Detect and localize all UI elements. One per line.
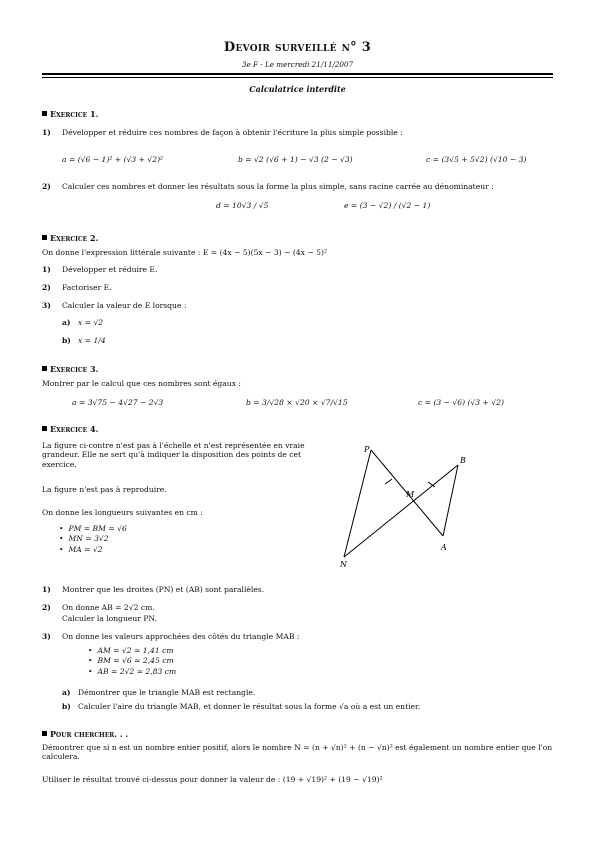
ex1-expression-e: e = (3 − √2) / (√2 − 1): [344, 201, 431, 210]
ex4-q1-number: 1): [42, 585, 51, 594]
ex1-expression-c: c = (3√5 + 5√2) (√10 − 3): [426, 155, 527, 164]
ex4-qb-number: b): [62, 702, 71, 711]
list-item: • AM = √2 ≃ 1,41 cm: [97, 646, 176, 655]
page-title: Devoir surveillé n° 3: [223, 40, 372, 55]
page-subtitle: 3e F - Le mercredi 21/11/2007: [241, 60, 354, 69]
list-item: • AB = 2√2 ≃ 2,83 cm: [97, 667, 176, 676]
label-a: A: [441, 543, 447, 552]
ex1-q2-text: Calculer ces nombres et donner les résultats sous la forme la plus simple, sans racine carrée au dénominateur :: [62, 182, 494, 191]
label-m: M: [406, 490, 415, 499]
square-bullet-icon: [42, 426, 47, 431]
ex2-q3-text: Calculer la valeur de E lorsque :: [62, 301, 187, 310]
ex1-q2-number: 2): [42, 182, 51, 191]
ex4-q3-text: On donne les valeurs approchées des côtés du triangle MAB :: [62, 632, 300, 641]
bonus-paragraph-2: Utiliser le résultat trouvé ci-dessus pour donner la valeur de : (19 + √19)² + (19 − √19)²: [42, 775, 383, 784]
ex2-qb-text: x = 1/4: [78, 336, 106, 345]
ex4-paragraph-3: On donne les longueurs suivantes en cm :: [42, 508, 203, 517]
ex2-q1-number: 1): [42, 265, 51, 274]
ex4-q3-number: 3): [42, 632, 51, 641]
ex3-expression-c: c = (3 − √6) (√3 + √2): [418, 398, 504, 407]
ex1-expression-b: b = √2 (√6 + 1) − √3 (2 − √3): [238, 155, 353, 164]
bonus-paragraph-1: Démontrer que si n est un nombre entier positif, alors le nombre N = (n + √n)² + (n − √n)² est également un nombre entier que l'on calculera.: [42, 743, 553, 762]
geometry-figure: [330, 440, 530, 580]
ex4-q2-number: 2): [42, 603, 51, 612]
exercise-2-heading: Exercice 2.: [42, 233, 98, 243]
ex2-q1-text: Développer et réduire E.: [62, 265, 158, 274]
square-bullet-icon: [42, 111, 47, 116]
square-bullet-icon: [42, 235, 47, 240]
ex4-paragraph-2: La figure n'est pas à reproduire.: [42, 485, 167, 494]
ex3-expression-a: a = 3√75 − 4√27 − 2√3: [72, 398, 164, 407]
ex4-qb-text: Calculer l'aire du triangle MAB, et donner le résultat sous la forme √a où a est un entier.: [78, 702, 421, 711]
header-rule-thin: [42, 77, 553, 78]
calculator-notice: Calculatrice interdite: [249, 84, 346, 94]
ex4-paragraph-1: La figure ci-contre n'est pas à l'échelle et n'est représentée en vraie grandeur. Elle ne sert qu'à indiquer la disposition des points de cet exercice.: [42, 441, 305, 469]
exercise-4-heading: Exercice 4.: [42, 424, 98, 434]
ex4-qa-number: a): [62, 688, 71, 697]
ex2-qa-text: x = √2: [78, 318, 104, 327]
ex1-expression-a: a = (√6 − 1)² + (√3 + √2)²: [62, 155, 164, 164]
ex4-q1-text: Montrer que les droites (PN) et (AB) sont parallèles.: [62, 585, 265, 594]
ex2-q3-number: 3): [42, 301, 51, 310]
ex2-qb-number: b): [62, 336, 71, 345]
list-item: • BM = √6 ≃ 2,45 cm: [97, 656, 176, 665]
list-item: • MA = √2: [68, 545, 127, 554]
ex4-approx-list: [87, 646, 176, 676]
ex2-qa-number: a): [62, 318, 71, 327]
label-p: P: [364, 445, 370, 454]
ex3-expression-b: b = 3/√28 × √20 × √7/√15: [246, 398, 348, 407]
label-n: N: [340, 560, 347, 569]
ex4-q2-text-2: Calculer la longueur PN.: [62, 614, 157, 623]
bonus-heading: Pour chercher. . .: [42, 729, 128, 739]
ex4-lengths-list: [58, 524, 127, 554]
header-rule-thick: [42, 73, 553, 75]
exercise-1-heading: Exercice 1.: [42, 109, 98, 119]
ex4-qa-text: Démontrer que le triangle MAB est rectangle.: [78, 688, 256, 697]
ex1-q1-text: Développer et réduire ces nombres de façon à obtenir l'écriture la plus simple possible :: [62, 128, 403, 137]
ex4-q2-text: On donne AB = 2√2 cm.: [62, 603, 155, 612]
square-bullet-icon: [42, 731, 47, 736]
tick-mark-pm: [385, 479, 392, 484]
ex2-intro: On donne l'expression littérale suivante : E = (4x − 5)(5x − 3) − (4x − 5)²: [42, 248, 327, 257]
segment-pn: [344, 450, 371, 557]
square-bullet-icon: [42, 366, 47, 371]
label-b: B: [460, 456, 466, 465]
exercise-3-heading: Exercice 3.: [42, 364, 98, 374]
ex2-q2-text: Factoriser E.: [62, 283, 112, 292]
ex2-q2-number: 2): [42, 283, 51, 292]
ex1-q1-number: 1): [42, 128, 51, 137]
list-item: • PM = BM = √6: [68, 524, 127, 533]
list-item: • MN = 3√2: [68, 534, 127, 543]
ex3-intro: Montrer par le calcul que ces nombres sont égaux :: [42, 379, 241, 388]
ex1-expression-d: d = 10√3 / √5: [216, 201, 269, 210]
